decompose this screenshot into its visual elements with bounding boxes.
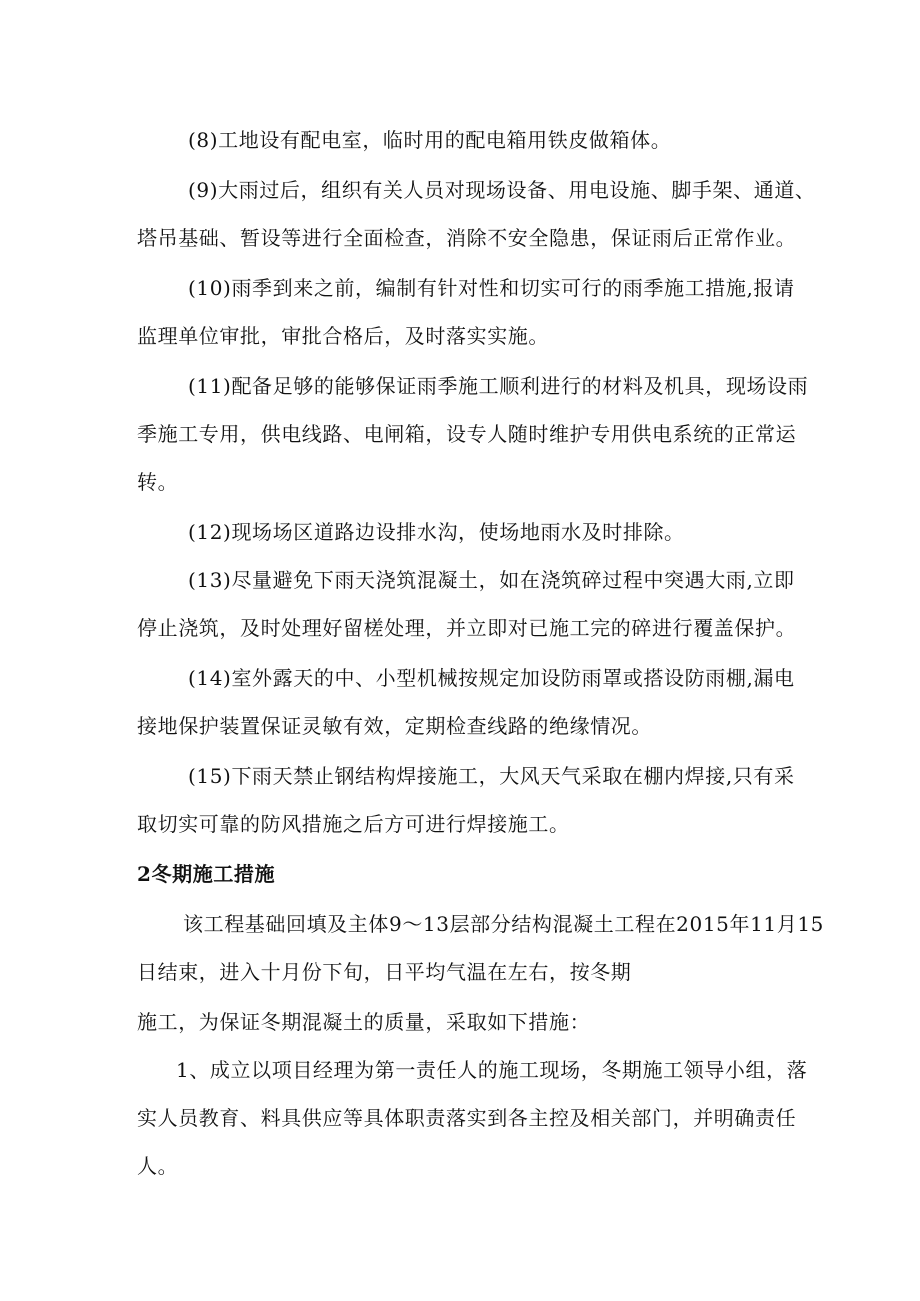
paragraph-line: 停止浇筑，及时处理好留槎处理，并立即对已施工完的碎进行覆盖保护。 [137, 616, 797, 640]
paragraph-line: 施工，为保证冬期混凝土的质量，采取如下措施： [137, 1010, 591, 1034]
paragraph-line: (14)室外露天的中、小型机械按规定加设防雨罩或搭设防雨棚,漏电 [188, 666, 795, 690]
paragraph-line: (15)下雨天禁止钢结构焊接施工，大风天气采取在棚内焊接,只有采 [188, 764, 795, 788]
paragraph-line: 该工程基础回填及主体9〜13层部分结构混凝土工程在2015年11月15 [183, 912, 824, 936]
paragraph-line: 接地保护装置保证灵敏有效，定期检查线路的绝缘情况。 [137, 714, 652, 738]
paragraph-line: 1、成立以项目经理为第一责任人的施工现场，冬期施工领导小组，落 [176, 1058, 808, 1082]
paragraph-line: (11)配备足够的能够保证雨季施工顺利进行的材料及机具，现场设雨 [188, 374, 809, 398]
paragraph-line: (9)大雨过后，组织有关人员对现场设备、用电设施、脚手架、通道、 [188, 178, 816, 202]
paragraph-line: 实人员教育、料具供应等具体职责落实到各主控及相关部门，并明确责任 [137, 1106, 797, 1130]
paragraph-line: (8)工地设有配电室，临时用的配电箱用铁皮做箱体。 [188, 128, 672, 152]
paragraph-line: (12)现场场区道路边设排水沟，使场地雨水及时排除。 [188, 520, 685, 544]
paragraph-line: (10)雨季到来之前，编制有针对性和切实可行的雨季施工措施,报请 [188, 276, 795, 300]
section-heading: 2冬期施工措施 [137, 862, 276, 886]
paragraph-line: 季施工专用，供电线路、电闸箱，设专人随时维护专用供电系统的正常运 [137, 422, 797, 446]
paragraph-line: 监理单位审批，审批合格后，及时落实实施。 [137, 324, 549, 348]
paragraph-line: (13)尽量避免下雨天浇筑混凝土，如在浇筑碎过程中突遇大雨,立即 [188, 568, 795, 592]
paragraph-line: 日结束，进入十月份下旬，日平均气温在左右，按冬期 [137, 960, 632, 984]
paragraph-line: 取切实可靠的防风措施之后方可进行焊接施工。 [137, 812, 570, 836]
paragraph-line: 人。 [137, 1154, 179, 1178]
paragraph-line: 塔吊基础、暂设等进行全面检查，消除不安全隐患，保证雨后正常作业。 [137, 226, 797, 250]
paragraph-line: 转。 [137, 470, 179, 494]
